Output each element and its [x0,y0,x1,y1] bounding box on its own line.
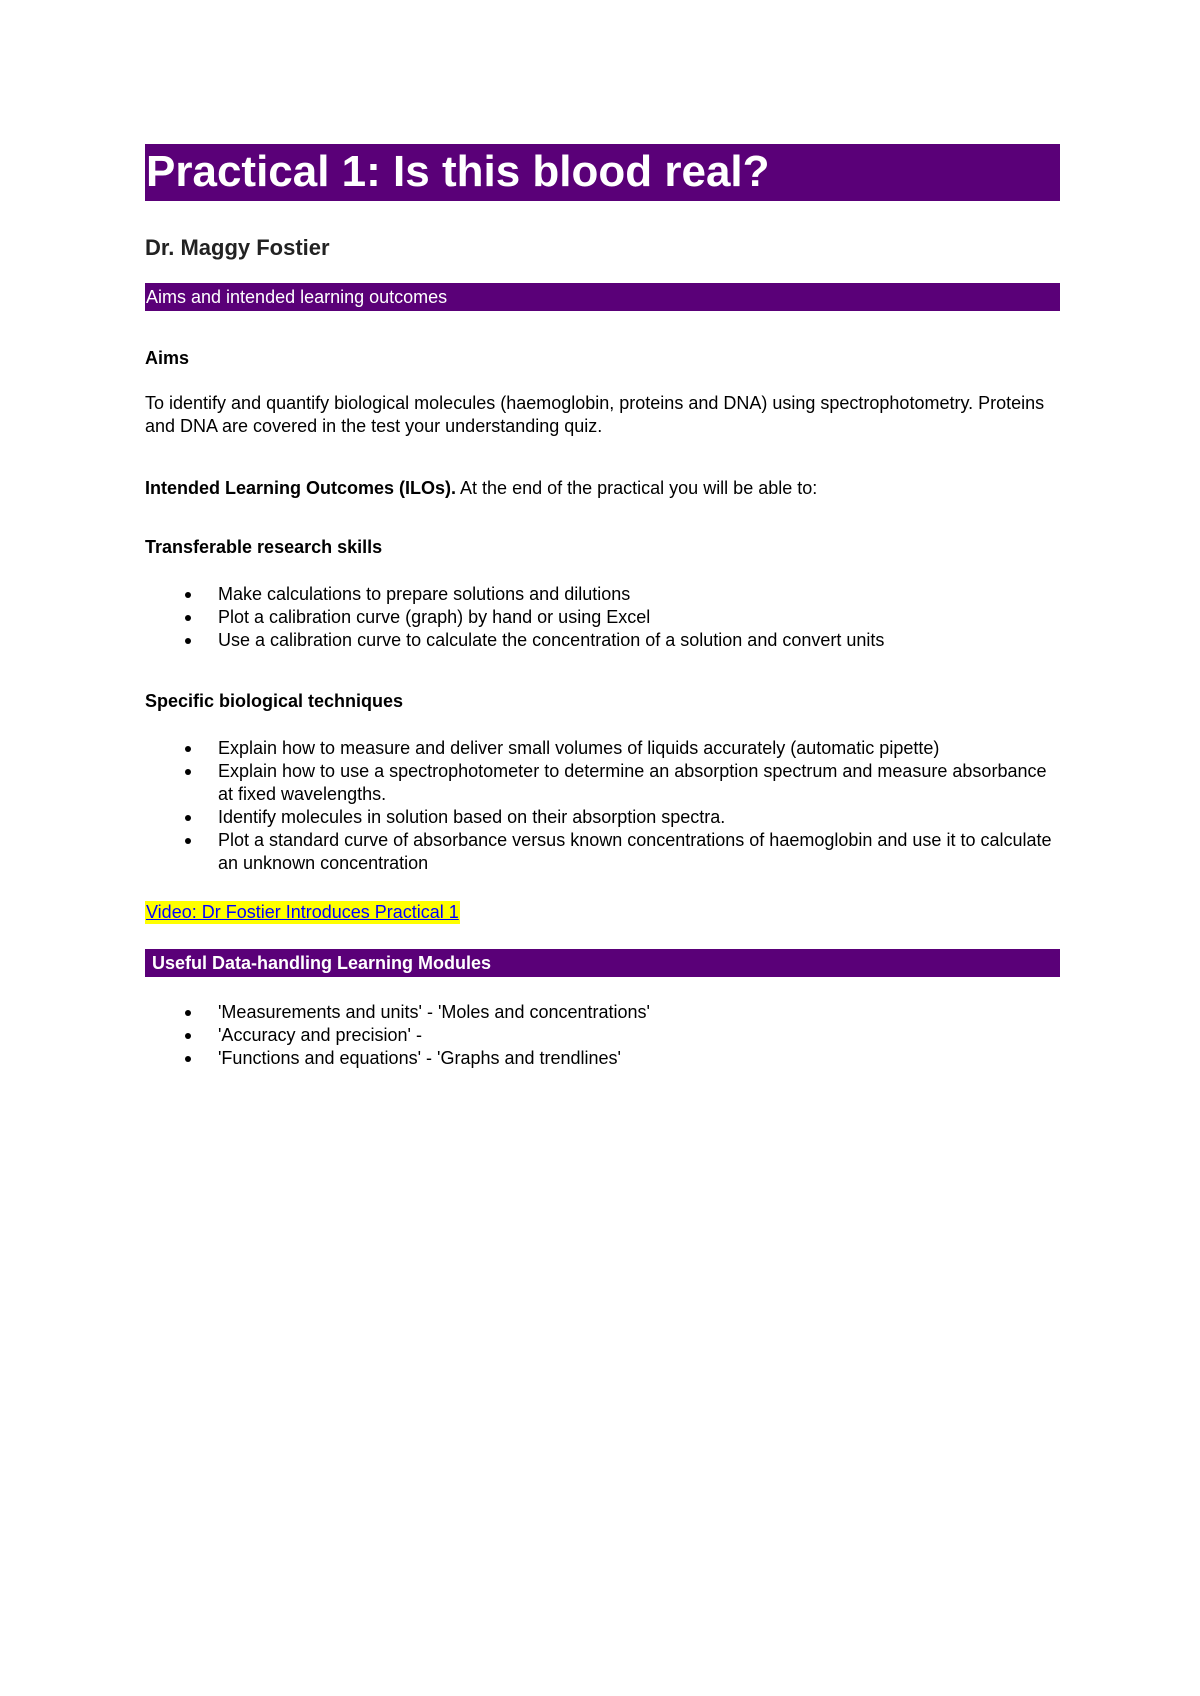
bullet-icon [185,638,191,644]
bullet-icon [185,1056,191,1062]
bullet-icon [185,1033,191,1039]
list-item: Explain how to measure and deliver small volumes of liquids accurately (automatic pipette) [145,737,1060,760]
author-name: Dr. Maggy Fostier [145,235,330,260]
list-item: Make calculations to prepare solutions and dilutions [145,583,1060,606]
modules-section-header: Useful Data-handling Learning Modules [145,949,1060,977]
specific-techniques-heading: Specific biological techniques [145,691,404,711]
video-link[interactable]: Video: Dr Fostier Introduces Practical 1 [146,902,459,922]
bullet-icon [185,1010,191,1016]
transferable-skills-list [145,583,1060,652]
page-title: Practical 1: Is this blood real? [145,144,1060,201]
list-item: 'Accuracy and precision' - [145,1024,1060,1047]
list-item: Identify molecules in solution based on their absorption spectra. [145,806,1060,829]
bullet-icon [185,815,191,821]
ilo-label: Intended Learning Outcomes (ILOs). [145,478,457,498]
list-item: Explain how to use a spectrophotometer to determine an absorption spectrum and measure absorbance at fixed wavelengths. [145,760,1060,806]
specific-techniques-list [145,737,1060,875]
aims-heading: Aims [145,348,190,368]
video-link-row [145,901,1060,924]
bullet-icon [185,838,191,844]
ilo-text: At the end of the practical you will be able to: [456,478,818,498]
ilo-paragraph [145,477,1060,500]
document-page [145,144,1060,1070]
bullet-icon [185,592,191,598]
list-item: Use a calibration curve to calculate the concentration of a solution and convert units [145,629,1060,652]
transferable-skills-heading: Transferable research skills [145,537,383,557]
aims-section-header: Aims and intended learning outcomes [145,283,1060,311]
list-item: Plot a calibration curve (graph) by hand or using Excel [145,606,1060,629]
list-item: 'Measurements and units' - 'Moles and concentrations' [145,1001,1060,1024]
list-item: 'Functions and equations' - 'Graphs and trendlines' [145,1047,1060,1070]
bullet-icon [185,769,191,775]
aims-paragraph: To identify and quantify biological molecules (haemoglobin, proteins and DNA) using spectrophotometry. Proteins and DNA are covered in the test your understanding quiz. [145,393,1045,436]
bullet-icon [185,746,191,752]
bullet-icon [185,615,191,621]
modules-list [145,1001,1060,1070]
list-item: Plot a standard curve of absorbance versus known concentrations of haemoglobin and use it to calculate an unknown concentration [145,829,1060,875]
